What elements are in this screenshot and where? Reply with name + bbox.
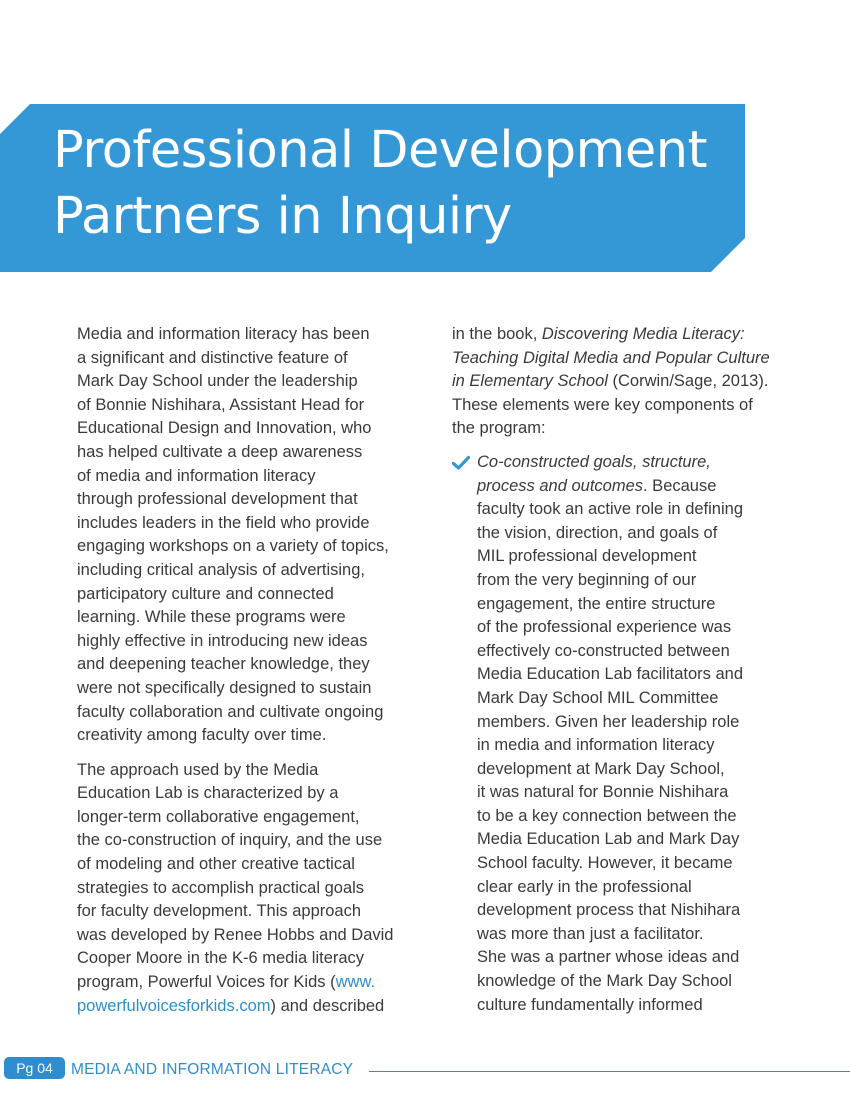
text-line: [77, 995, 422, 1019]
text-line: Media and information literacy has been: [77, 325, 370, 343]
text-line: [77, 971, 422, 995]
bullet-heading: Co-constructed goals, structure,: [477, 452, 711, 471]
text-line: learning. While these programs were: [77, 608, 346, 627]
text-fragment: (Corwin/Sage, 2013).: [607, 372, 769, 391]
text-line: of modeling and other creative tactical: [77, 855, 355, 874]
text-line: These elements were key components of: [452, 395, 753, 414]
left-column: [77, 323, 422, 1018]
text-line: to be a key connection between the: [477, 806, 737, 825]
text-line: it was natural for Bonnie Nishihara: [477, 783, 729, 802]
text-line: for faculty development. This approach: [77, 902, 362, 921]
page-title: [53, 118, 707, 250]
text-fragment: ) and described: [270, 996, 385, 1015]
text-line: [452, 347, 782, 371]
book-title: Teaching Digital Media and Popular Culture: [452, 348, 770, 367]
book-title: Discovering Media Literacy:: [541, 325, 745, 343]
text-line: includes leaders in the field who provide: [77, 513, 370, 532]
text-line: Cooper Moore in the K-6 media literacy: [77, 949, 365, 968]
text-line: MIL professional development: [477, 547, 697, 566]
text-line: effectively co-constructed between: [477, 641, 730, 660]
text-line: the vision, direction, and goals of: [477, 523, 718, 542]
text-line: Mark Day School under the leadership: [77, 372, 358, 391]
powerful-voices-link-continued[interactable]: powerfulvoicesforkids.com: [77, 996, 271, 1015]
text-line: culture fundamentally informed: [477, 995, 703, 1014]
text-line: was more than just a facilitator.: [477, 924, 704, 943]
text-fragment: program, Powerful Voices for Kids (: [77, 973, 336, 992]
text-line: [452, 323, 782, 347]
text-line: members. Given her leadership role: [477, 712, 740, 731]
text-line: of the professional experience was: [477, 618, 732, 637]
text-line: School faculty. However, it became: [477, 854, 733, 873]
text-line: a significant and distinctive feature of: [77, 348, 348, 367]
text-line: was developed by Renee Hobbs and David: [77, 925, 394, 944]
text-line: engagement, the entire structure: [477, 594, 716, 613]
right-column: [452, 323, 782, 1017]
right-intro-paragraph: [452, 323, 782, 441]
text-line: Media Education Lab and Mark Day: [477, 830, 740, 849]
text-line: development process that Nishihara: [477, 901, 741, 920]
text-line: including critical analysis of advertising,: [77, 560, 365, 579]
text-line: creativity among faculty over time.: [77, 726, 327, 745]
bullet-heading: process and outcomes: [477, 476, 644, 495]
text-line: of Bonnie Nishihara, Assistant Head for: [77, 395, 365, 414]
book-title: in Elementary School: [452, 372, 608, 391]
text-line: She was a partner whose ideas and: [477, 948, 740, 967]
powerful-voices-link[interactable]: www.: [335, 973, 376, 992]
text-line: were not specifically designed to sustain: [77, 678, 372, 697]
text-line: faculty took an active role in defining: [477, 500, 743, 519]
text-line: the co-construction of inquiry, and the use: [77, 831, 383, 850]
bullet-item: [452, 451, 782, 1017]
text-line: clear early in the professional: [477, 877, 692, 896]
text-line: has helped cultivate a deep awareness: [77, 442, 363, 461]
text-line: Educational Design and Innovation, who: [77, 419, 372, 438]
text-line: from the very beginning of our: [477, 570, 697, 589]
checkmark-icon: [452, 455, 470, 471]
footer-divider: [369, 1071, 850, 1072]
text-fragment: . Because: [643, 476, 717, 495]
text-line: highly effective in introducing new ideas: [77, 631, 368, 650]
text-line: [477, 475, 782, 499]
text-line: Education Lab is characterized by a: [77, 784, 339, 803]
text-line: strategies to accomplish practical goals: [77, 878, 365, 897]
text-line: and deepening teacher knowledge, they: [77, 655, 370, 674]
text-line: longer-term collaborative engagement,: [77, 807, 360, 826]
page-title-line-2: Partners in Inquiry: [53, 187, 512, 246]
text-line: [477, 451, 782, 475]
text-line: knowledge of the Mark Day School: [477, 972, 732, 991]
text-line: [452, 370, 782, 394]
text-line: of media and information literacy: [77, 466, 316, 485]
text-line: The approach used by the Media: [77, 760, 319, 779]
paragraph-2: [77, 759, 422, 1019]
footer-section-title: MEDIA AND INFORMATION LITERACY: [71, 1061, 354, 1078]
text-line: participatory culture and connected: [77, 584, 334, 603]
text-line: through professional development that: [77, 490, 358, 509]
paragraph-1: [77, 323, 422, 748]
page-title-line-1: Professional Development: [53, 121, 708, 180]
text-line: in media and information literacy: [477, 736, 715, 755]
text-line: Mark Day School MIL Committee: [477, 688, 719, 707]
text-line: Media Education Lab facilitators and: [477, 665, 743, 684]
text-fragment: in the book,: [452, 325, 542, 343]
text-line: engaging workshops on a variety of topics,: [77, 537, 389, 556]
page-number-badge: Pg 04: [4, 1057, 65, 1079]
text-line: the program:: [452, 419, 546, 438]
text-line: faculty collaboration and cultivate ongoing: [77, 702, 384, 721]
text-line: development at Mark Day School,: [477, 759, 725, 778]
